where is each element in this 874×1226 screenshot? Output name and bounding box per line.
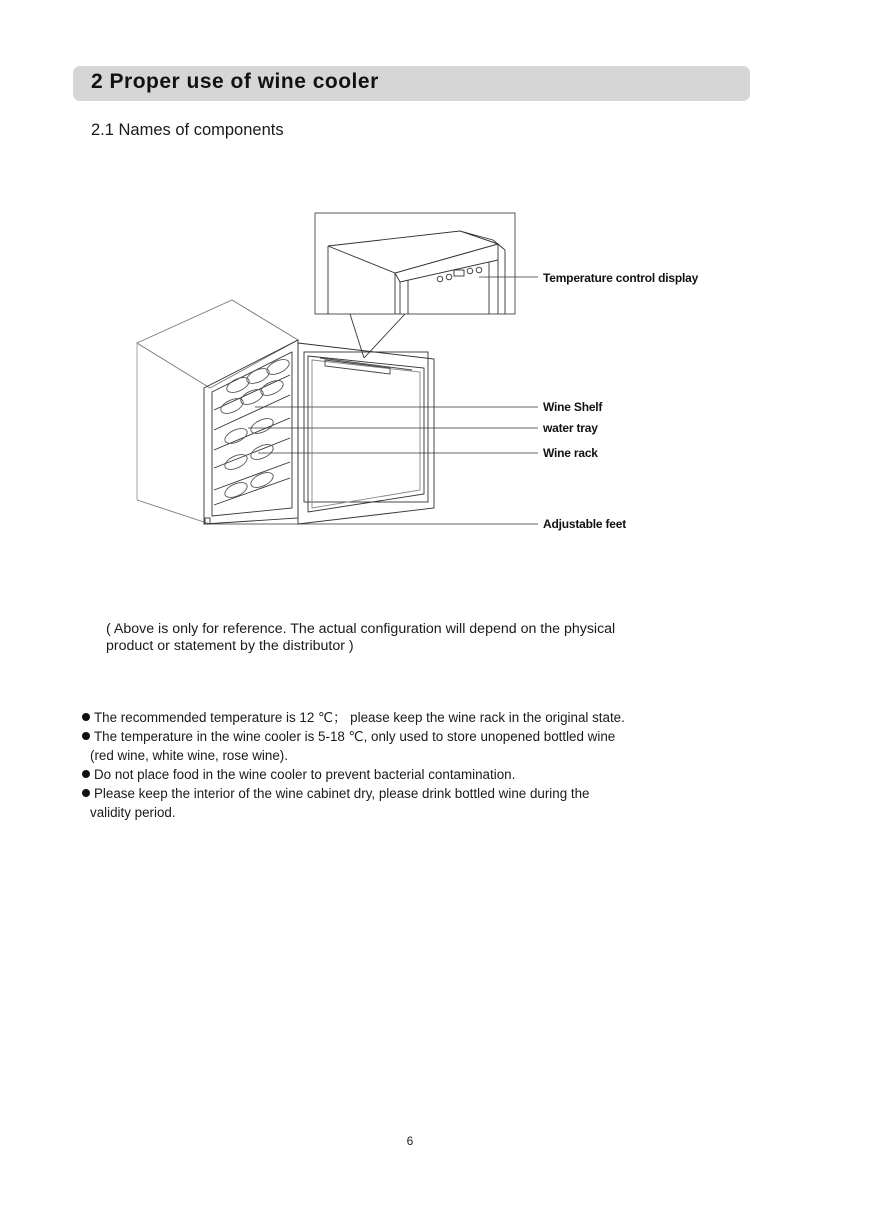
label-wine-rack: Wine rack [543,446,598,460]
bullet-item [82,784,782,822]
wine-cooler-diagram [0,0,874,600]
wine-shelves [214,375,290,505]
label-wine-shelf: Wine Shelf [543,400,603,414]
bullet-text: Please keep the interior of the wine cabinet dry, please drink bottled wine during the [94,786,590,801]
chapter-title: 2 Proper use of wine cooler [91,70,379,93]
usage-bullet-list [82,708,782,822]
control-display-icon [454,270,464,276]
label-temperature-control-display: Temperature control display [543,271,699,285]
label-water-tray: water tray [543,421,598,435]
bullet-text: The recommended temperature is 12 ℃； please keep the wine rack in the original state. [94,710,625,725]
section-title: 2.1 Names of components [91,121,284,139]
bullet-dot-icon [82,770,90,778]
wine-bottles [219,356,292,500]
cabinet-door [298,343,434,524]
bullet-item [82,708,782,727]
label-adjustable-feet: Adjustable feet [543,517,627,531]
reference-note-line: ( Above is only for reference. The actual configuration will depend on the physical [106,621,616,637]
bullet-text: Do not place food in the wine cooler to prevent bacterial contamination. [94,767,516,782]
control-button-icon [446,274,452,280]
inset-frame [315,213,515,314]
bullet-text-continuation: validity period. [90,805,176,820]
control-button-icon [476,267,482,273]
cabinet-front-frame [204,340,298,524]
bullet-text: The temperature in the wine cooler is 5-18 ℃, only used to store unopened bottled wine [94,729,616,744]
bullet-item [82,727,782,765]
bullet-dot-icon [82,732,90,740]
bullet-dot-icon [82,713,90,721]
inset-cabinet-top [328,231,498,273]
reference-note-line: product or statement by the distributor ) [106,638,354,654]
page-number: 6 [406,1134,414,1148]
control-button-icon [467,268,473,274]
reference-note [106,621,746,655]
bullet-dot-icon [82,789,90,797]
bullet-text-continuation: (red wine, white wine, rose wine). [90,748,288,763]
bullet-item [82,765,782,784]
control-button-icon [437,276,443,282]
